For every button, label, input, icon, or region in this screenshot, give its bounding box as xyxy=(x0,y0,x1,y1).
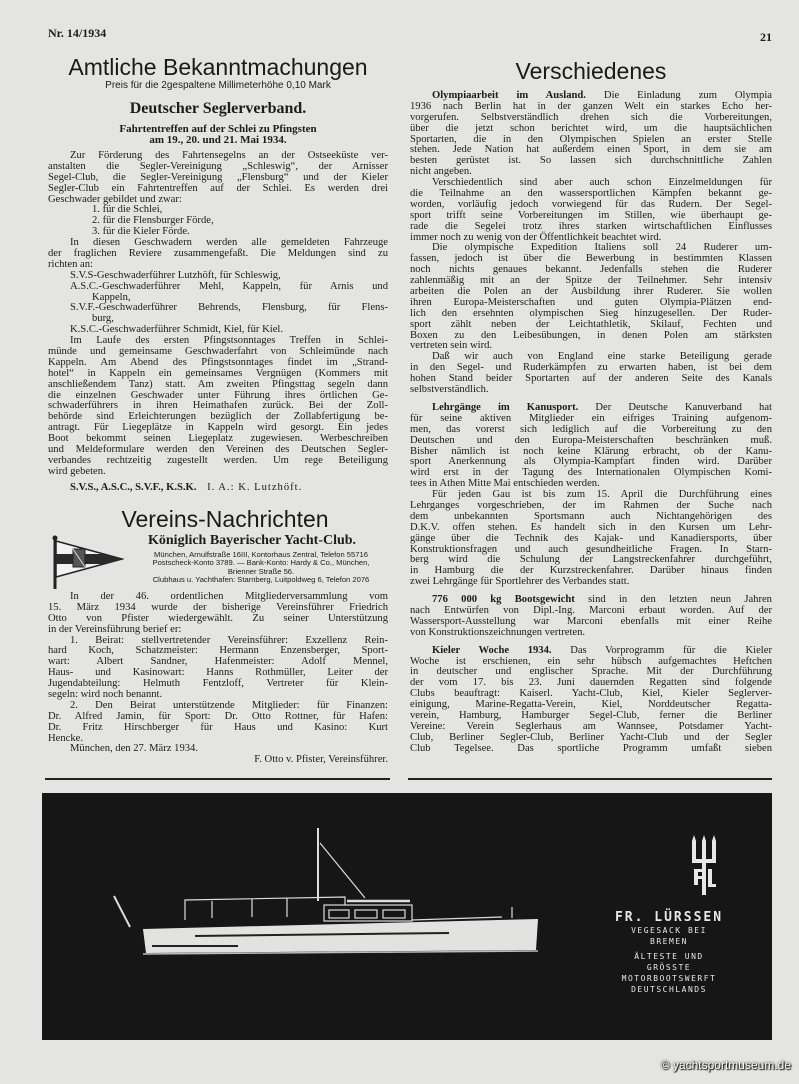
line-text: anschließendem Tanz) statt. Am zweiten Pfingsttag segeln dann xyxy=(48,378,388,390)
price-note: Preis für die 2gespaltene Millimeterhöhe 0,10 Mark xyxy=(105,80,331,91)
line-text: Segler-Club ein Fahrtentreffen auf der Schlei. Es werden drei xyxy=(48,182,388,194)
address-line: Postscheck-Konto 3789. — Bank-Konto: Hardy & Co., München, xyxy=(152,558,370,568)
article-paragraph xyxy=(410,403,772,490)
org-title: Deutscher Seglerverband. xyxy=(129,100,307,117)
text-line xyxy=(48,755,388,766)
line-text: sport Anerkennung als Olympia-Kampfart finden wird. Darüber xyxy=(410,456,772,468)
event-date-line: am 19., 20. und 21. Mai 1934. xyxy=(149,134,287,146)
line-text: tees in Athen Mitte Mai entschieden werden. xyxy=(410,478,600,490)
line-text: Der Deutsche Kanuverband hat xyxy=(595,401,772,413)
line-text: münde und gemeinsame Geschwaderfahrt von Schleimünde nach xyxy=(48,346,388,358)
text-line xyxy=(48,467,388,478)
line-text: für seine aktiven Mitglieder ein eifriges Training aufgenom- xyxy=(410,412,772,424)
section-title-vereins: Vereins-Nachrichten xyxy=(121,506,329,532)
line-text: Im Laufe des ersten Pfingstsonntages Treffen in Schlei- xyxy=(70,335,388,347)
line-text: Die Einladung zum Olympia xyxy=(603,90,772,101)
line-text: fassen, jedoch ist über die Bewerbung in bestimmten Klassen xyxy=(410,253,772,265)
line-text: F. Otto v. Pfister, Vereinsführer. xyxy=(254,754,388,766)
line-text: Lehrganges vorgeschrieben, der im Rahmen der Suche nach xyxy=(410,499,772,511)
line-text: Die olympische Expedition Italiens soll 24 Ruderer um- xyxy=(432,242,772,254)
paragraph xyxy=(48,282,388,304)
line-text: Otto von Pfister wiedergewählt. Zu seiner Unterstützung xyxy=(48,612,388,624)
line-text: 2. für die Flensburger Förde, xyxy=(92,215,214,227)
line-text: einigung, Marine-Regatta-Verein, Kiel, Norddeutscher Regatta- xyxy=(410,699,772,711)
paragraph xyxy=(410,490,772,588)
line-text: immer noch zu wenig von der Öffentlichkeit beachtet wird. xyxy=(410,231,662,243)
line-text: Zur Förderung des Fahrtensegelns an der Ostseeküste ver- xyxy=(70,150,388,161)
line-text: in der Vereinsführung berief er: xyxy=(48,623,182,635)
line-text: noch nichts genaues bekannt. Jedenfalls stehen die Ruderer xyxy=(410,264,772,276)
line-text: gänge über die Technik des Kajak- und Kanadiersports, über xyxy=(410,532,772,544)
line-text: Hencke. xyxy=(48,732,83,744)
line-text: Woche ist erschienen, ein sehr hübsch aufgemachtes Heftchen xyxy=(410,655,772,667)
paragraph xyxy=(48,636,388,701)
line-text: Kappeln. Am Abend des Pfingstsonntages findet im „Strand- xyxy=(48,356,388,368)
line-text: nach Entwürfen von Dipl.-Ing. Marconi erbaut worden. Auf der xyxy=(410,604,772,616)
text-line xyxy=(48,249,388,260)
line-text: Daß wir auch von England eine starke Beteiligung gerade xyxy=(432,351,772,363)
line-text: verein, Hamburg, Hamburger Segel-Club, ferner die Berliner xyxy=(410,709,772,721)
text-line xyxy=(410,744,772,755)
line-text: men, das vorerst sich lediglich auf die Vorbereitung zu den xyxy=(410,423,772,435)
line-text: wird erst in der Tagung des Internationalen Olympischen Komi- xyxy=(410,467,772,479)
line-text: Kappeln, xyxy=(92,291,131,303)
article-yacht-club xyxy=(48,592,388,766)
line-text: Dr. Alfred Jamin, für Sport: Dr. Otto Rottner, für Hafen: xyxy=(48,710,388,722)
line-text: über die jetzt schon berichtet wird, um die hauptsächlichen xyxy=(410,122,772,134)
address-line: Clubhaus u. Yachthafen: Starnberg, Luitpoldweg 6, Telefon 2076 xyxy=(152,575,370,585)
address-line: Brienner Straße 56. xyxy=(227,566,295,576)
issue-number: Nr. 14/1934 xyxy=(48,26,107,40)
line-text: 1. Beirat: stellvertretender Vereinsführer: Exzellenz Rein- xyxy=(70,634,388,646)
text-line xyxy=(48,723,388,734)
line-text: arbeiten die Polen an der Ausbildung ihrer Ruderer. Sie wollen xyxy=(410,286,772,298)
line-text: D.K.V. offen stehen. Es handelt sich in den Kursen um Lehr- xyxy=(410,521,772,533)
line-text: Deutschen und den Europa-Meisterschaften beschränken muß. xyxy=(410,434,772,446)
line-text: Boxen zu den Leibesübungen, in denen Polen am stärksten xyxy=(410,329,772,341)
line-text: Club, Berliner Segler-Club, Berliner Yacht-Club und der Segler xyxy=(410,731,772,743)
paragraph xyxy=(410,243,772,352)
line-text: In diesen Geschwadern werden alle gemeldeten Fahrzeuge xyxy=(70,237,388,249)
article-lead: Kieler Woche 1934. xyxy=(432,644,552,656)
article-paragraph xyxy=(410,595,772,639)
line-text: behörde sind Erleichterungen bezüglich der Zollabfertigung be- xyxy=(48,411,388,423)
line-text: München, den 27. März 1934. xyxy=(70,743,198,755)
line-text: K.S.C.-Geschwaderführer Schmidt, Kiel, für Kiel. xyxy=(70,324,283,336)
line-text: Clubs beauftragt: Kaiserl. Yacht-Club, Kiel, Kieler Seglerver- xyxy=(410,688,772,700)
line-text: der fraglichen Reviere zusammengefaßt. Die Meldungen sind zu xyxy=(48,248,388,260)
line-text: in deutscher und englischer Sprache. Mit der Durchführung xyxy=(410,666,772,678)
line-text: 2. Den Beirat unterstützende Mitglieder: für Finanzen: xyxy=(70,699,388,711)
line-text: A.S.C.-Geschwaderführer Mehl, Kappeln, für Arnis und xyxy=(70,280,388,292)
text-line xyxy=(410,628,772,639)
column-rule-right xyxy=(408,778,772,780)
signature-name: I. A.: K. Lutzhöft. xyxy=(207,482,303,493)
club-title: Königlich Bayerischer Yacht-Club. xyxy=(148,533,357,548)
line-text: Bisher nämlich ist noch keine Klärung erbracht, ob der Kanu- xyxy=(410,445,772,457)
signature xyxy=(70,482,390,493)
line-text: sport trifft seine Vorbereitungen im Stillen, wie überhaupt ge- xyxy=(410,209,772,221)
line-text: in Hamburg die der Kurzstreckenfahrer. Darüber hinaus finden xyxy=(410,565,772,577)
paragraph xyxy=(48,238,388,271)
line-text: richten an: xyxy=(48,258,94,270)
line-text: Boot bekommt seinen Liegeplatz zugewiesen. Werbeschreiben xyxy=(48,433,388,445)
article-lead: Lehrgänge im Kanusport. xyxy=(432,401,579,413)
line-text: selbstverständlich. xyxy=(410,384,489,396)
line-text: S.V.S-Geschwaderführer Lutzhöft, für Schleswig, xyxy=(70,269,281,281)
line-text: die Teilnahme an den wassersportlichen Kämpfen bekannt ge- xyxy=(410,188,772,200)
page-number: 21 xyxy=(760,30,772,44)
paragraph xyxy=(48,336,388,478)
event-title-line: Fahrtentreffen auf der Schlei zu Pfingsten xyxy=(119,123,317,135)
line-text: hard Koch, Schatzmeister: Hermann Enzensberger, Sport- xyxy=(48,645,388,657)
event-title xyxy=(48,124,388,146)
line-text: Club Tegelsee. Das sportliche Programm umfaßt sieben xyxy=(410,742,772,754)
tagline-line: ÄLTESTE UND GRÖSSTE xyxy=(634,952,704,972)
line-text: In der 46. ordentlichen Mitgliederversammlung vom xyxy=(70,591,388,602)
line-text: zwei Lehrgänge für Sportlehrer des Verbandes statt. xyxy=(410,576,630,588)
line-text: der vom 17. bis 23. Juni dauernden Regatten sind folgende xyxy=(410,677,772,689)
line-text: besten gerüstet ist. So lassen sich durchschnittliche Zahlen xyxy=(410,155,772,167)
club-pennant-icon xyxy=(50,535,124,591)
line-text: stehen. Jede Nation hat außerdem einen Sport, in dem sie am xyxy=(410,144,772,156)
line-text: S.V.F.-Geschwaderführer Behrends, Flensburg, für Flens- xyxy=(70,302,388,314)
line-text: sport zählt neben der Leichtathletik, Skilauf, Fechten und xyxy=(410,318,772,330)
line-text: in den Segel- und Ruderkämpfen zu erwarten haben, ist bei dem xyxy=(410,362,772,374)
line-text: rade die Segelei trotz ihres starken wirtschaftlichen Einflusses xyxy=(410,220,772,232)
article-seglerverband xyxy=(48,151,388,478)
paragraph xyxy=(48,755,388,766)
section-title-amtliche: Amtliche Bekanntmachungen xyxy=(68,54,368,80)
line-text: ihren Europa-Meisterschaften und guten Olympia-Plätzen end- xyxy=(410,296,772,308)
paragraph xyxy=(410,352,772,396)
paragraph xyxy=(48,303,388,325)
club-address xyxy=(132,551,390,585)
line-text: wart: Albert Sandner, Hafenmeister: Adolf Mennel, xyxy=(48,656,388,668)
line-text: 15. März 1934 wurde der bisherige Vereinsführer Friedrich xyxy=(48,601,388,613)
paragraph xyxy=(410,178,772,243)
watermark: © yachtsportmuseum.de xyxy=(660,1058,791,1072)
line-text: verbandes rechtzeitig zugestellt werden. Um rege Beteiligung xyxy=(48,454,388,466)
line-text: Wassersport-Ausstellung war Marconi ebenfalls mit einer Reihe xyxy=(410,615,772,627)
line-text: vorgerufen. Selbstverständlich drehen sich die Vorbereitungen, xyxy=(410,111,772,123)
company-name: FR. LÜRSSEN xyxy=(614,910,724,925)
line-text: 1936 nach Berlin hat in der ganzen Welt ein starkes Echo her- xyxy=(410,100,772,112)
article-paragraph xyxy=(410,646,772,755)
line-text: Sportarten, die in den Olympischen Spielen an erster Stelle xyxy=(410,133,772,145)
signature-clubs: S.V.S., A.S.C., S.V.F., K.S.K. xyxy=(70,482,197,493)
luerssen-logo-icon xyxy=(690,833,718,895)
line-text: Haus- und Kasinowart: Hanns Rothmüller, Leiter der xyxy=(48,667,388,679)
line-text: Vereine: Verein Seglerhaus am Wannsee, Potsdamer Yacht- xyxy=(410,720,772,732)
line-text: antragt. Für Liegeplätze in Kappeln wird gesorgt. Ein jedes xyxy=(48,422,388,434)
luerssen-advertisement xyxy=(42,793,772,1040)
tagline-line: MOTORBOOTSWERFT xyxy=(621,974,717,983)
paragraph xyxy=(48,592,388,636)
article-lead: Olympiaarbeit im Ausland. xyxy=(432,90,586,101)
company-location: VEGESACK BEI BREMEN xyxy=(631,926,707,946)
line-text: Segel-Club, die Segler-Vereinigung „Flensburg“ und der Kieler xyxy=(48,171,388,183)
articles-verschiedenes xyxy=(410,91,772,755)
line-text: anstalten die Segler-Vereinigung „Schleswig“, der Arnisser xyxy=(48,160,388,172)
section-title-verschiedenes: Verschiedenes xyxy=(515,58,667,84)
line-text: 1. für die Schlei, xyxy=(92,204,163,216)
line-text: schwaderführers in ihren Heimathafen zurück. Bei der Zoll- xyxy=(48,400,388,412)
line-text: Geschwader gebildet und zwar: xyxy=(48,193,182,205)
line-text: wird gebeten. xyxy=(48,465,106,477)
line-text: Jugendabteilung: Helmuth Fentzloff, Vertreter für Klein- xyxy=(48,678,388,690)
line-text: worden, vorläufig jedoch vorwiegend für das Rudern. Der Segel- xyxy=(410,198,772,210)
line-text: 3. für die Kieler Förde. xyxy=(92,226,190,238)
line-text: nicht angeben. xyxy=(410,166,472,178)
line-text: dem unbekannten Sportsmann auch Nichtangehörigen des xyxy=(410,510,772,522)
line-text: hohen Stand beider Sportarten auf der anderen Seite des Kanals xyxy=(410,373,772,385)
column-rule-left xyxy=(45,778,390,780)
address-line: München, Arnulfstraße 16III, Kontorhaus Zentral, Telefon 55716 xyxy=(154,550,368,559)
text-line xyxy=(410,385,772,396)
line-text: Für jeden Gau ist bis zum 15. April die Durchführung eines xyxy=(432,489,772,501)
paragraph xyxy=(48,701,388,745)
line-text: segeln: wird noch benannt. xyxy=(48,689,163,701)
tagline-line: DEUTSCHLANDS xyxy=(631,985,707,994)
article-lead: 776 000 kg Bootsgewicht xyxy=(432,594,575,606)
line-text: Dr. Fritz Hirschberger für Haus und Kasino: Kurt xyxy=(48,721,388,733)
line-text: zahlenmäßig mit an der Spitze der Teilnehmer. Sehr intensiv xyxy=(410,275,772,287)
paragraph xyxy=(48,205,388,238)
line-text: berg wird die Schulung der Langstreckenfahrer durchgeführt, xyxy=(410,554,772,566)
line-text: sind in den letzten neun Jahren xyxy=(588,594,772,606)
line-text: burg, xyxy=(92,313,114,325)
article-paragraph xyxy=(410,91,772,178)
paragraph xyxy=(48,151,388,205)
text-line xyxy=(410,577,772,588)
line-text: lich den ersehnten olympischen Sieg hinzugesellen. Der Ruder- xyxy=(410,307,772,319)
line-text: die einzelnen Geschwader unter Führung ihres örtlichen Ge- xyxy=(48,389,388,401)
line-text: und Meldeformulare werden den Vereinen des Deutschen Segler- xyxy=(48,444,388,456)
line-text: Konstruktionsfragen und auch gesundheitliche Fragen. In Starn- xyxy=(410,543,772,555)
line-text: vertreten sein wird. xyxy=(410,340,493,352)
line-text: Verschiedentlich sind aber auch schon Einzelmeldungen für xyxy=(432,177,772,189)
line-text: von Konstruktionszeichnungen vertreten. xyxy=(410,626,586,638)
line-text: Das Vorprogramm für die Kieler xyxy=(570,644,772,656)
line-text: hotel“ in Kappeln ein gemeinsames Vergnügen (Kommers mit xyxy=(48,367,388,379)
luerssen-text-block xyxy=(614,910,724,995)
